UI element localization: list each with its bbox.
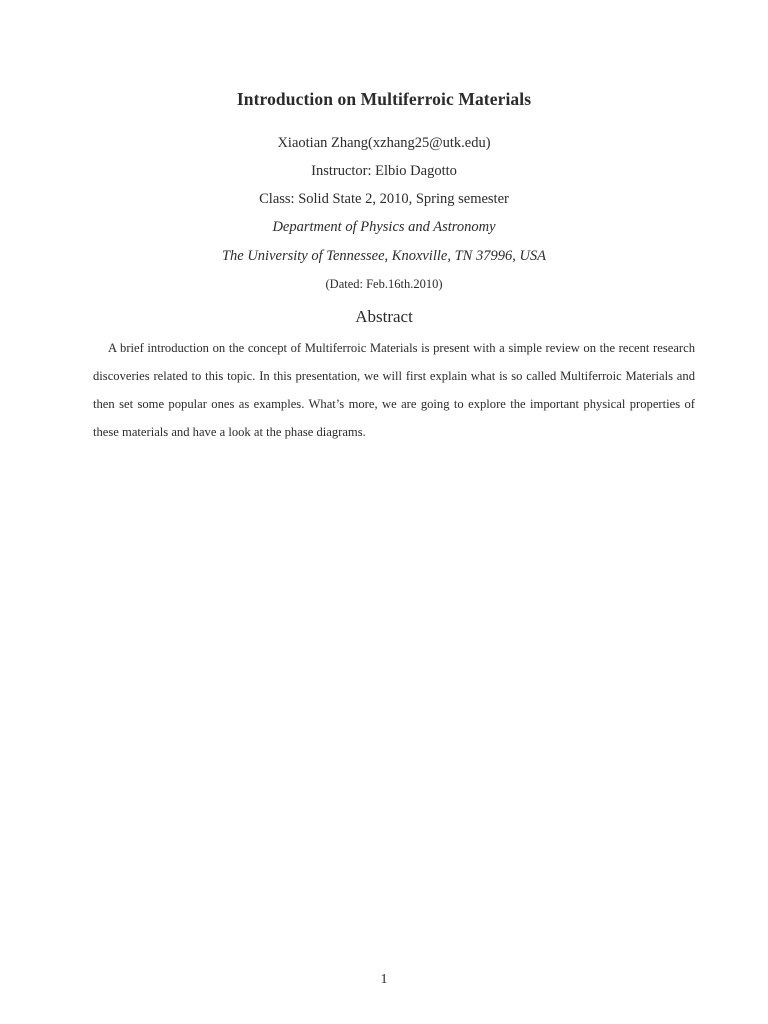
page-number: 1 (380, 972, 388, 987)
author-line: Xiaotian Zhang(xzhang25@utk.edu) (277, 135, 491, 151)
paper-title: Introduction on Multiferroic Materials (236, 89, 532, 109)
instructor-line: Instructor: Elbio Dagotto (311, 163, 457, 179)
abstract-heading: Abstract (355, 307, 413, 326)
class-line: Class: Solid State 2, 2010, Spring semester (259, 191, 509, 207)
dated-line: (Dated: Feb.16th.2010) (325, 277, 443, 291)
abstract-text: A brief introduction on the concept of Multiferroic Materials is present with a simple review on the recent research discoveries related to this topic. In this presentation, we will first explain what is so called Multiferroic Materials and then set some popular ones as examples. What’s more, we are going to explore the important physical properties of these materials and have a look at the phase diagrams. (93, 341, 695, 439)
university-line: The University of Tennessee, Knoxville, TN 37996, USA (221, 248, 547, 264)
department-line: Department of Physics and Astronomy (272, 219, 496, 235)
